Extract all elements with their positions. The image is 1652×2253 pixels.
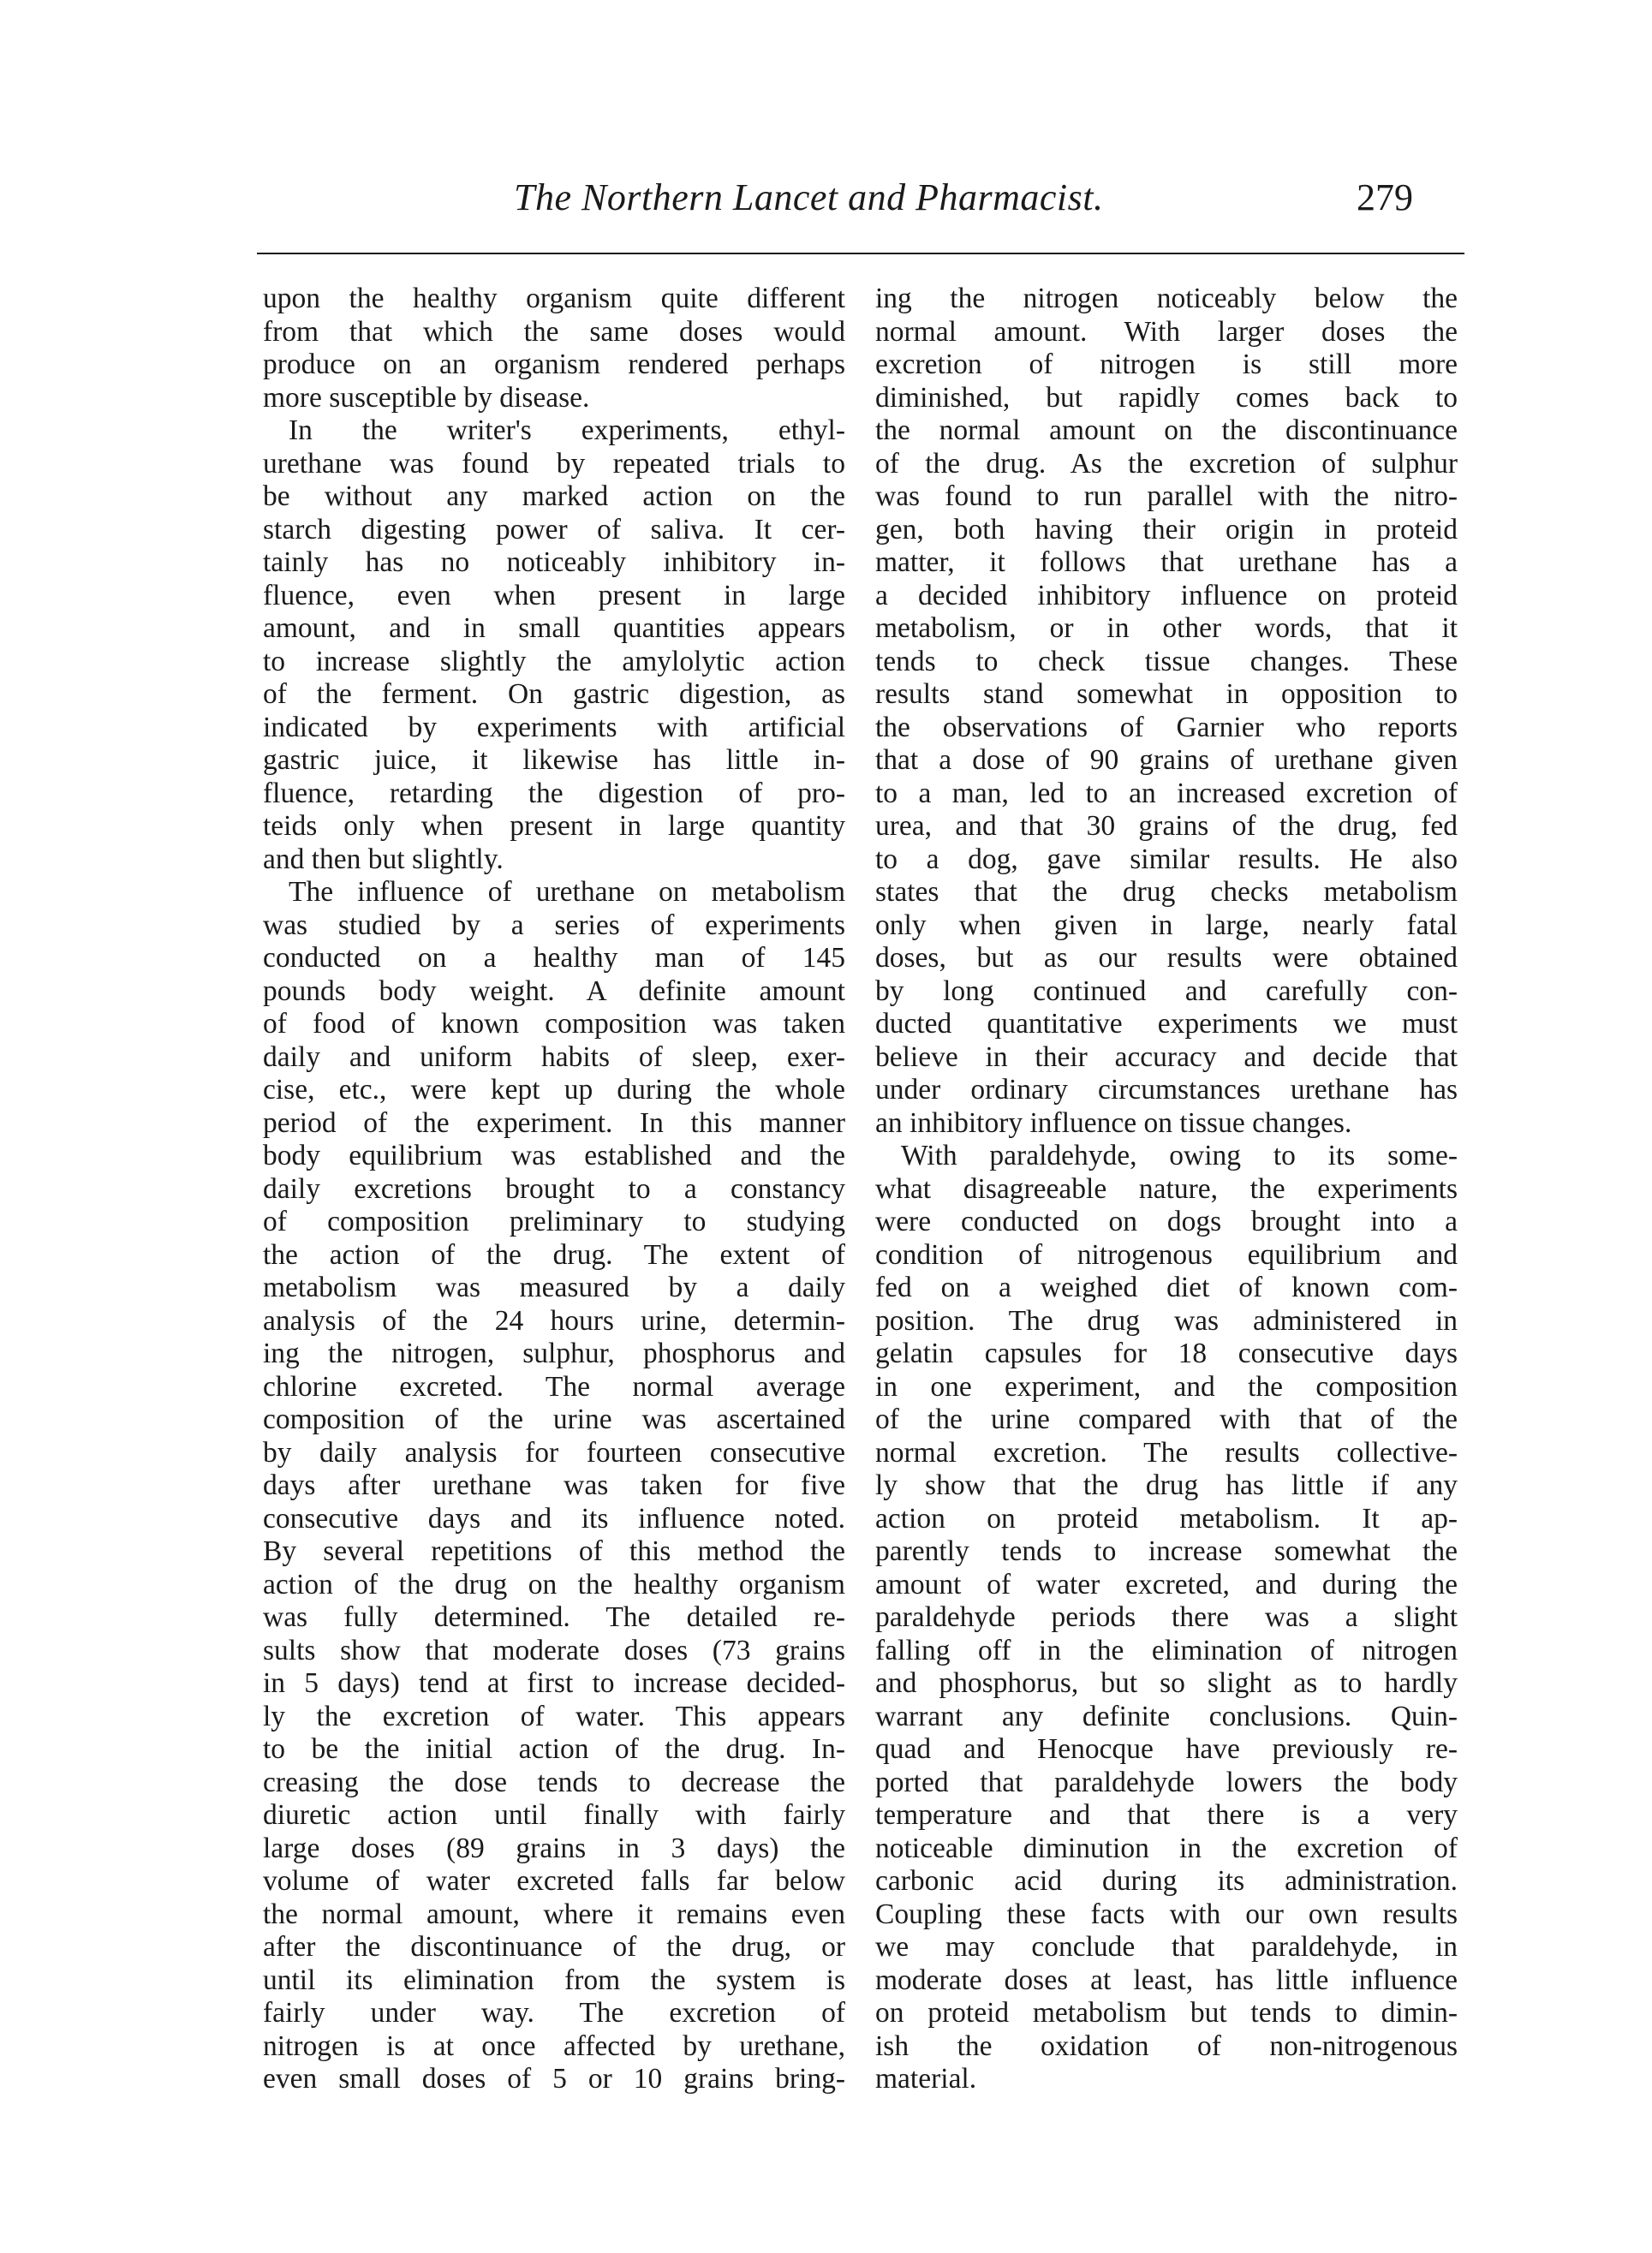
text-line: metabolism, or in other words, that it	[875, 612, 1458, 644]
text-line: ly the excretion of water. This appears	[263, 1700, 845, 1732]
text-line: position. The drug was administered in	[875, 1304, 1458, 1337]
text-line: analysis of the 24 hours urine, determin-	[263, 1304, 845, 1337]
text-line: that a dose of 90 grains of urethane given	[875, 744, 1458, 776]
text-line: we may conclude that paraldehyde, in	[875, 1931, 1458, 1963]
text-line: in one experiment, and the composition	[875, 1370, 1458, 1403]
text-line: matter, it follows that urethane has a	[875, 546, 1458, 578]
text-line: gen, both having their origin in proteid	[875, 513, 1458, 545]
text-line: By several repetitions of this method the	[263, 1535, 845, 1567]
text-line: from that which the same doses would	[263, 315, 845, 348]
text-line: was fully determined. The detailed re-	[263, 1601, 845, 1633]
text-line: was studied by a series of experiments	[263, 909, 845, 941]
text-line: until its elimination from the system is	[263, 1964, 845, 1996]
text-line: an inhibitory influence on tissue changes.	[875, 1106, 1352, 1139]
text-line: carbonic acid during its administration.	[875, 1865, 1458, 1897]
text-line: condition of nitrogenous equilibrium and	[875, 1238, 1458, 1271]
text-line: of the drug. As the excretion of sulphur	[875, 447, 1458, 480]
text-line: fairly under way. The excretion of	[263, 1997, 845, 2029]
text-line: more susceptible by disease.	[263, 381, 590, 414]
text-line: the normal amount, where it remains even	[263, 1898, 845, 1930]
text-line: fluence, retarding the digestion of pro-	[263, 777, 845, 809]
text-line: urea, and that 30 grains of the drug, fed	[875, 810, 1458, 842]
text-line: paraldehyde periods there was a slight	[875, 1601, 1458, 1633]
text-line: action on proteid metabolism. It ap-	[875, 1502, 1458, 1535]
text-line: the action of the drug. The extent of	[263, 1238, 845, 1271]
text-line: produce on an organism rendered perhaps	[263, 349, 845, 380]
text-line: starch digesting power of saliva. It cer-	[263, 513, 845, 545]
text-line: be without any marked action on the	[263, 480, 845, 512]
text-column-right	[875, 283, 1458, 2096]
text-line: upon the healthy organism quite different	[263, 283, 845, 314]
text-line: gastric juice, it likewise has little in-	[263, 744, 845, 776]
header-rule	[257, 253, 1464, 254]
running-title: The Northern Lancet and Pharmacist.	[514, 176, 1104, 218]
text-line: tainly has no noticeably inhibitory in-	[263, 546, 845, 578]
text-line: large doses (89 grains in 3 days) the	[263, 1832, 845, 1864]
text-line: gelatin capsules for 18 consecutive days	[875, 1338, 1458, 1369]
text-line: chlorine excreted. The normal average	[263, 1370, 845, 1403]
text-line: nitrogen is at once affected by urethane,	[263, 2029, 845, 2062]
running-head	[257, 176, 1464, 227]
text-line: ported that paraldehyde lowers the body	[875, 1766, 1458, 1798]
text-line: falling off in the elimination of nitrogen	[875, 1634, 1458, 1666]
text-line: results stand somewhat in opposition to	[875, 678, 1458, 710]
text-line: to a dog, gave similar results. He also	[875, 843, 1458, 875]
text-line: volume of water excreted falls far below	[263, 1865, 845, 1897]
text-line: and phosphorus, but so slight as to hardly	[875, 1667, 1458, 1699]
text-line: amount of water excreted, and during the	[875, 1568, 1458, 1600]
text-line: states that the drug checks metabolism	[875, 876, 1458, 908]
text-line: on proteid metabolism but tends to dimin-	[875, 1997, 1458, 2029]
text-line: were conducted on dogs brought into a	[875, 1206, 1458, 1237]
text-line: consecutive days and its influence noted.	[263, 1502, 845, 1535]
text-line: daily excretions brought to a constancy	[263, 1172, 845, 1205]
text-line: to be the initial action of the drug. In-	[263, 1733, 845, 1765]
text-line: indicated by experiments with artificial	[263, 711, 845, 743]
text-line: of food of known composition was taken	[263, 1008, 845, 1040]
text-line: daily and uniform habits of sleep, exer-	[263, 1040, 845, 1073]
text-line: material.	[875, 2063, 977, 2095]
text-line: parently tends to increase somewhat the	[875, 1535, 1458, 1567]
text-line: was found to run parallel with the nitro-	[875, 480, 1458, 512]
text-line: metabolism was measured by a daily	[263, 1272, 845, 1303]
text-line: pounds body weight. A definite amount	[263, 975, 845, 1007]
text-line: and then but slightly.	[263, 843, 504, 875]
text-line: days after urethane was taken for five	[263, 1469, 845, 1501]
text-line: of composition preliminary to studying	[263, 1206, 845, 1237]
text-line: the observations of Garnier who reports	[875, 711, 1458, 743]
text-line: normal amount. With larger doses the	[875, 315, 1458, 348]
text-column-left	[263, 283, 845, 2096]
page-number: 279	[1357, 176, 1413, 218]
text-line: only when given in large, nearly fatal	[875, 909, 1458, 941]
text-line: conducted on a healthy man of 145	[263, 942, 845, 974]
text-line: In the writer's experiments, ethyl-	[289, 414, 845, 446]
text-line: believe in their accuracy and decide that	[875, 1040, 1458, 1073]
text-line: by long continued and carefully con-	[875, 975, 1458, 1007]
text-line: under ordinary circumstances urethane has	[875, 1074, 1458, 1106]
text-line: of the ferment. On gastric digestion, as	[263, 678, 845, 710]
text-line: The influence of urethane on metabolism	[289, 876, 845, 908]
text-line: ly show that the drug has little if any	[875, 1469, 1458, 1501]
text-line: warrant any definite conclusions. Quin-	[875, 1700, 1458, 1732]
text-line: amount, and in small quantities appears	[263, 612, 845, 644]
text-line: of the urine compared with that of the	[875, 1404, 1458, 1435]
text-line: fluence, even when present in large	[263, 579, 845, 611]
text-line: tends to check tissue changes. These	[875, 645, 1458, 677]
text-line: cise, etc., were kept up during the whole	[263, 1074, 845, 1106]
text-line: With paraldehyde, owing to its some-	[901, 1140, 1458, 1171]
text-line: Coupling these facts with our own results	[875, 1898, 1458, 1930]
text-line: to increase slightly the amylolytic action	[263, 645, 845, 677]
text-line: in 5 days) tend at first to increase decided-	[263, 1667, 845, 1699]
text-line: noticeable diminution in the excretion of	[875, 1832, 1458, 1864]
text-line: what disagreeable nature, the experiments	[875, 1172, 1458, 1205]
text-line: normal excretion. The results collective-	[875, 1436, 1458, 1469]
text-line: after the discontinuance of the drug, or	[263, 1931, 845, 1963]
text-line: urethane was found by repeated trials to	[263, 447, 845, 480]
text-line: temperature and that there is a very	[875, 1799, 1458, 1831]
text-line: a decided inhibitory influence on proteid	[875, 579, 1458, 611]
text-line: diminished, but rapidly comes back to	[875, 381, 1458, 414]
text-line: creasing the dose tends to decrease the	[263, 1766, 845, 1798]
text-line: period of the experiment. In this manner	[263, 1106, 845, 1139]
text-line: action of the drug on the healthy organism	[263, 1568, 845, 1600]
text-line: doses, but as our results were obtained	[875, 942, 1458, 974]
text-line: composition of the urine was ascertained	[263, 1404, 845, 1435]
text-line: ducted quantitative experiments we must	[875, 1008, 1458, 1040]
text-line: fed on a weighed diet of known com-	[875, 1272, 1458, 1303]
text-line: diuretic action until finally with fairly	[263, 1799, 845, 1831]
text-line: quad and Henocque have previously re-	[875, 1733, 1458, 1765]
text-line: by daily analysis for fourteen consecutive	[263, 1436, 845, 1469]
text-line: sults show that moderate doses (73 grains	[263, 1634, 845, 1666]
text-line: the normal amount on the discontinuance	[875, 414, 1458, 446]
text-line: ish the oxidation of non-nitrogenous	[875, 2029, 1458, 2062]
text-line: body equilibrium was established and the	[263, 1140, 845, 1171]
text-line: ing the nitrogen, sulphur, phosphorus and	[263, 1338, 845, 1369]
text-line: even small doses of 5 or 10 grains bring-	[263, 2063, 845, 2095]
text-line: moderate doses at least, has little influence	[875, 1964, 1458, 1996]
text-line: teids only when present in large quantity	[263, 810, 845, 842]
text-line: to a man, led to an increased excretion of	[875, 777, 1458, 809]
text-line: excretion of nitrogen is still more	[875, 349, 1458, 380]
text-line: ing the nitrogen noticeably below the	[875, 283, 1458, 314]
